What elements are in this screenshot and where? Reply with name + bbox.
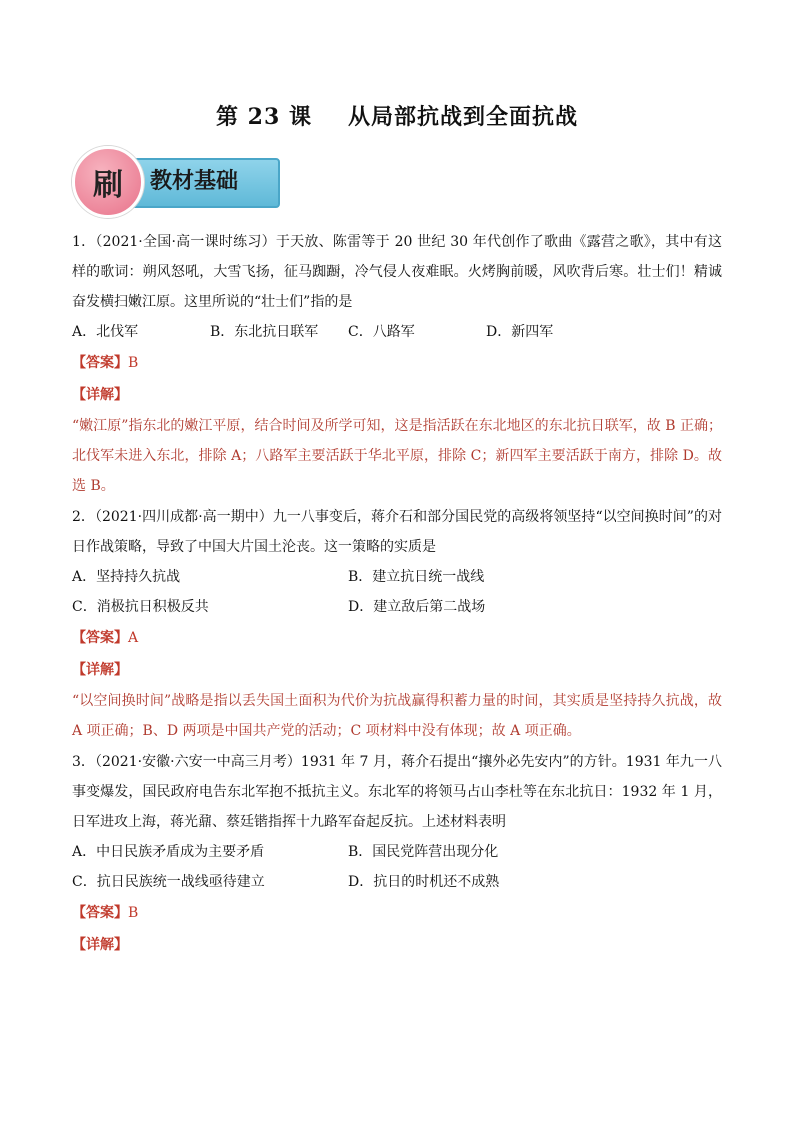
detail-label: 【详解】 [72,387,128,403]
lesson-number: 第 23 课 [216,104,312,130]
option-b: B．国民党阵营出现分化 [348,844,499,860]
question-3 [72,747,722,961]
section-banner [72,150,282,216]
brush-badge-icon: 刷 [72,146,144,218]
answer-value: B [128,355,139,371]
detail-text: “以空间换时间”战略是指以丢失国土面积为代价为抗战赢得积蓄力量的时间，其实质是坚持持久抗战，故 A 项正确；B、D 两项是中国共产党的活动；C 项材料中没有体现；故 A 项正确。 [72,693,722,739]
question-1 [72,227,722,501]
option-b: B．建立抗日统一战线 [348,569,485,585]
option-d: D．建立敌后第二战场 [348,599,486,615]
lesson-topic: 从局部抗战到全面抗战 [347,104,578,130]
option-c: C．八路军 [348,324,415,340]
option-d: D．新四军 [486,324,554,340]
option-list [72,837,722,897]
answer-row [72,347,722,379]
option-list [72,562,722,622]
option-list [72,317,722,347]
answer-label: 【答案】 [72,355,128,371]
section-label: 教材基础 [150,168,239,194]
option-a: A．北伐军 [72,324,139,340]
question-stem: 1．（2021·全国·高一课时练习）于天放、陈雷等于 20 世纪 30 年代创作了歌曲《露营之歌》，其中有这样的歌词：朔风怒吼，大雪飞扬，征马踟蹰，冷气侵人夜难眠。火烤胸前暖，风吹背后寒。壮士们！精诚奋发横扫嫩江原。这里所说的“壮士们”指的是 [72,234,722,310]
question-list [72,226,722,961]
question-stem: 3．（2021·安徽·六安一中高三月考）1931 年 7 月，蒋介石提出“攘外必先安内”的方针。1931 年九一八事变爆发，国民政府电告东北军抱不抵抗主义。东北军的将领马占山李杜等在东北抗日：1932 年 1 月，日军进攻上海，蒋光鼐、蔡廷锴指挥十九路军奋起反抗。上述材料表明 [72,754,722,830]
option-c: C．抗日民族统一战线亟待建立 [72,874,265,890]
answer-value: A [128,630,139,646]
option-d: D．抗日的时机还不成熟 [348,874,500,890]
page-title [0,100,794,131]
detail-label: 【详解】 [72,937,128,953]
answer-label: 【答案】 [72,630,128,646]
detail-label: 【详解】 [72,662,128,678]
option-c: C．消极抗日积极反共 [72,599,209,615]
answer-value: B [128,905,139,921]
answer-label: 【答案】 [72,905,128,921]
detail-text: “嫩江原”指东北的嫩江平原，结合时间及所学可知，这是指活跃在东北地区的东北抗日联军，故 B 正确；北伐军未进入东北，排除 A；八路军主要活跃于华北平原，排除 C；新四军主要活跃于南方，排除 D。故选 B。 [72,418,722,494]
question-stem: 2．（2021·四川成都·高一期中）九一八事变后，蒋介石和部分国民党的高级将领坚持“以空间换时间”的对日作战策略，导致了中国大片国土沦丧。这一策略的实质是 [72,509,722,555]
answer-row [72,897,722,929]
option-b: B．东北抗日联军 [210,324,319,340]
answer-row [72,622,722,654]
question-2 [72,502,722,746]
option-a: A．坚持持久抗战 [72,569,181,585]
option-a: A．中日民族矛盾成为主要矛盾 [72,844,265,860]
